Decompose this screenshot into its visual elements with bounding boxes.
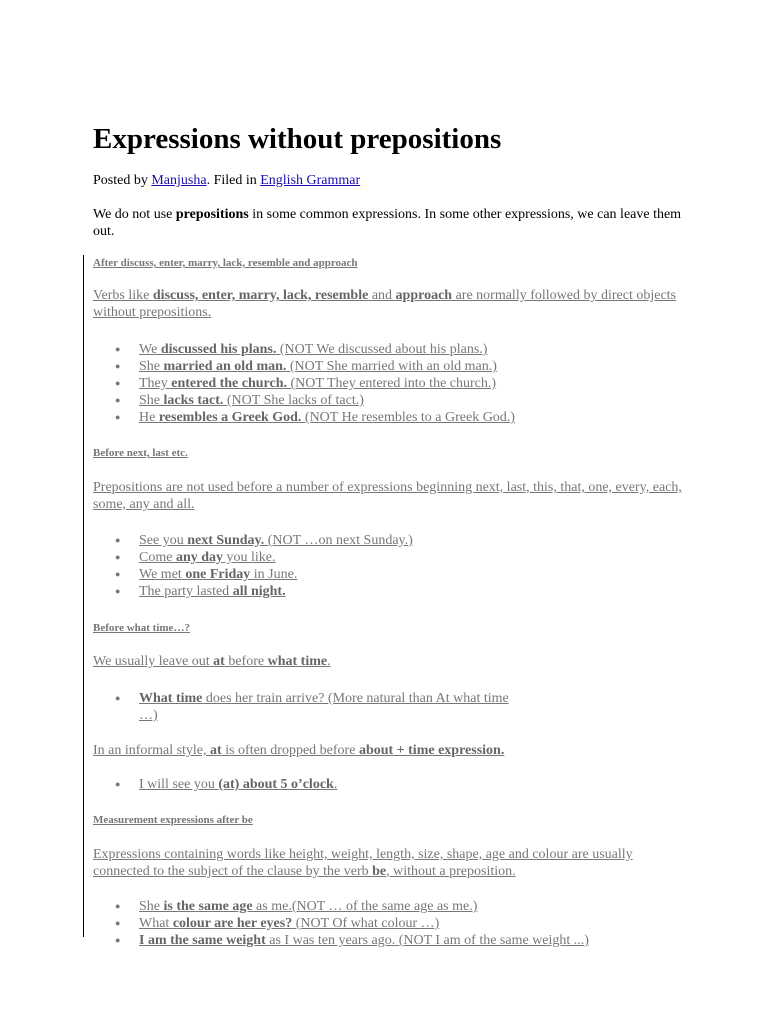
byline (93, 172, 360, 189)
list-item: ● What time does her train arrive? (More natural than At what time …) (115, 691, 509, 723)
section-heading: Before next, last etc. (93, 447, 188, 459)
list-item: ● I am the same weight as I was ten years ago. (NOT I am of the same weight ...) (115, 933, 589, 948)
section-paragraph: Verbs like discuss, enter, marry, lack, resemble and approach are normally followed by direct objects without prepositions. (93, 288, 677, 320)
list-item: ● Come any day you like. (115, 550, 276, 565)
section-paragraph: In an informal style, at is often dropped before about + time expression. (93, 743, 505, 758)
list-item: ● He resembles a Greek God. (NOT He resembles to a Greek God.) (115, 410, 515, 425)
byline-prefix: Posted by (93, 173, 152, 188)
example-list (93, 341, 683, 426)
list-item: ● We met one Friday in June. (115, 567, 298, 582)
section-heading: Measurement expressions after be (93, 814, 253, 826)
section-heading: Before what time…? (93, 622, 190, 634)
list-item: ● They entered the church. (NOT They entered into the church.) (115, 376, 497, 391)
example-list (93, 898, 683, 949)
byline-middle: . Filed in (206, 173, 261, 188)
list-item: ● See you next Sunday. (NOT …on next Sunday.) (115, 533, 413, 548)
example-list (93, 776, 683, 793)
section-paragraph: Prepositions are not used before a number of expressions beginning next, last, this, that, one, every, each, some, any and all. (93, 480, 682, 512)
example-list (93, 690, 683, 724)
quote-border (83, 255, 84, 937)
section-paragraph: Expressions containing words like height, weight, length, size, shape, age and colour are usually connected to the subject of the clause by the verb be, without a preposition. (93, 847, 633, 879)
page-title: Expressions without prepositions (93, 123, 502, 155)
category-link[interactable]: English Grammar (260, 173, 361, 188)
example-list (93, 532, 683, 600)
list-item: ● What colour are her eyes? (NOT Of what colour …) (115, 916, 440, 931)
list-item: ● We discussed his plans. (NOT We discussed about his plans.) (115, 342, 488, 357)
list-item: ● I will see you (at) about 5 o’clock. (115, 777, 338, 792)
author-link[interactable]: Manjusha (151, 173, 207, 188)
list-item: ● She lacks tact. (NOT She lacks of tact.) (115, 393, 364, 408)
section-heading: After discuss, enter, marry, lack, resemble and approach (93, 257, 358, 269)
section-paragraph: We usually leave out at before what time. (93, 654, 331, 669)
quoted-content (93, 256, 683, 949)
intro-paragraph: We do not use prepositions in some common expressions. In some other expressions, we can leave them out. (93, 207, 682, 239)
list-item: ● She is the same age as me.(NOT … of the same age as me.) (115, 899, 478, 914)
list-item: ● She married an old man. (NOT She married with an old man.) (115, 359, 497, 374)
list-item: ● The party lasted all night. (115, 584, 286, 599)
